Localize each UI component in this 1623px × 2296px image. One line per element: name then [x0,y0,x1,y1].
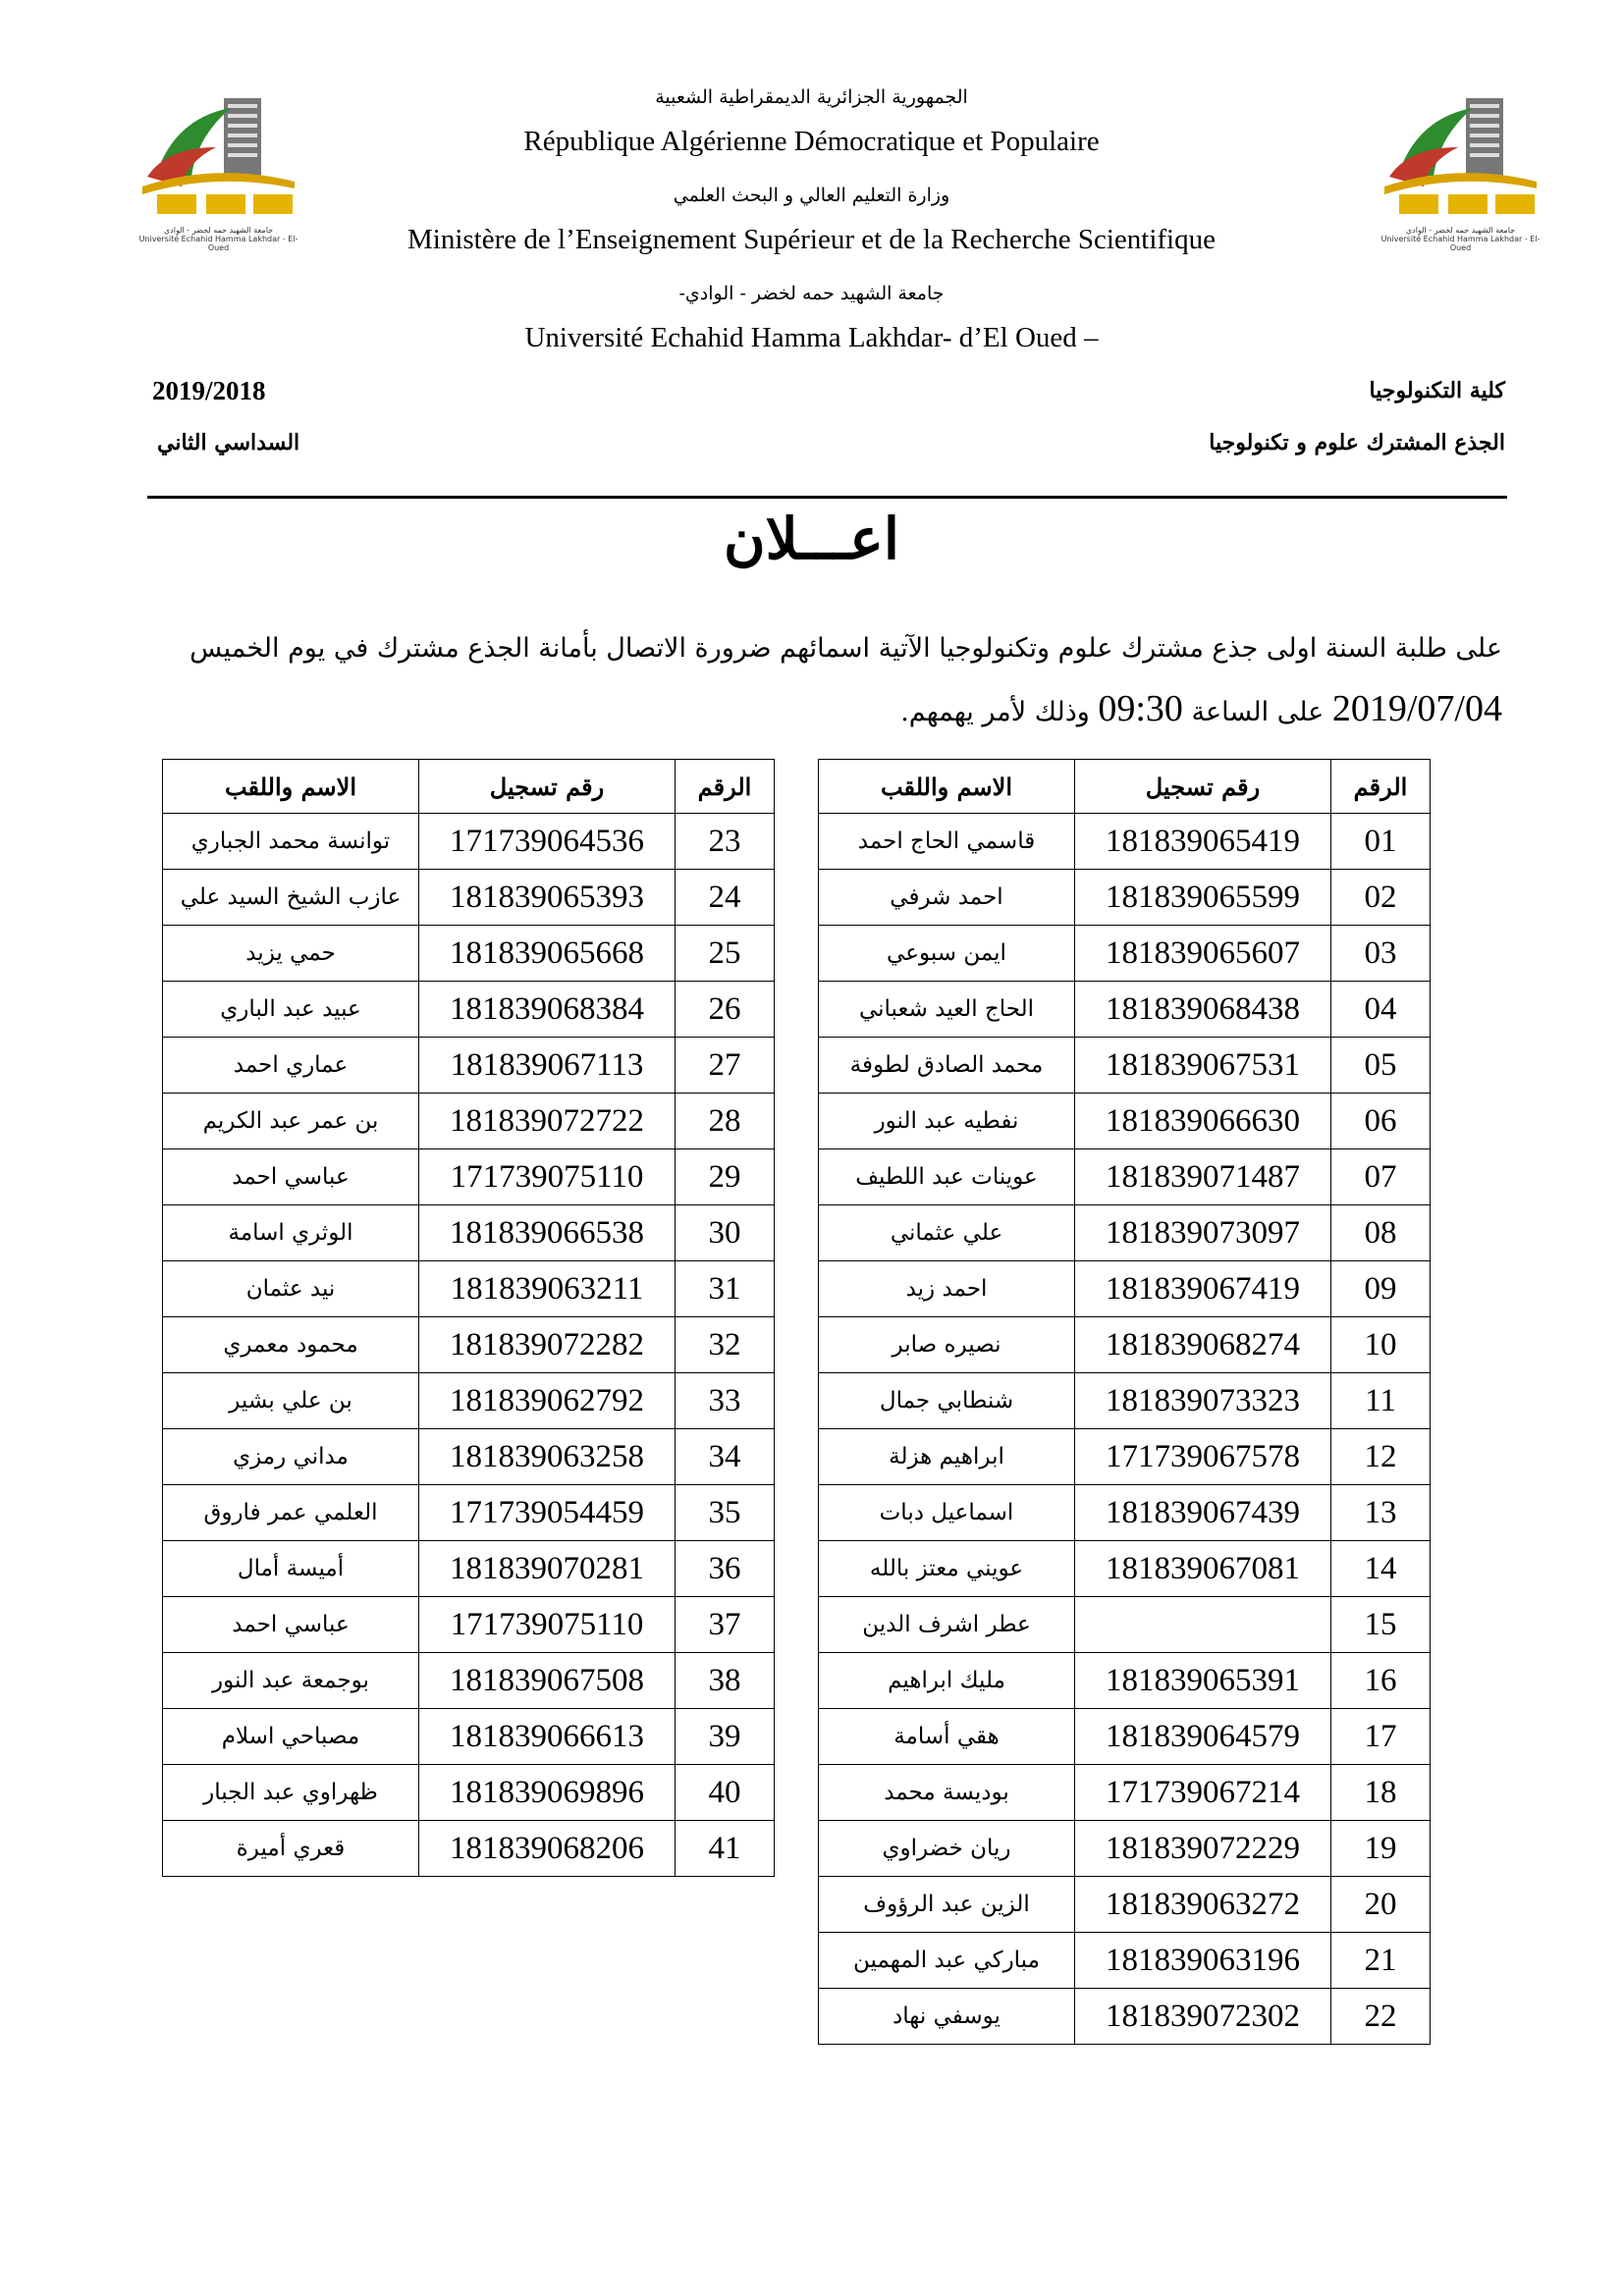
student-name: الوثري اسامة [163,1205,419,1261]
table-row [819,1094,1431,1149]
row-number: 33 [676,1373,775,1429]
row-number: 08 [1331,1205,1431,1261]
table-row [819,1821,1431,1877]
student-name: عبيد عبد الباري [163,982,419,1038]
row-number: 40 [676,1765,775,1821]
registration-number: 181839071487 [1075,1149,1331,1205]
student-name: نصيره صابر [819,1317,1075,1373]
registration-number: 181839068438 [1075,982,1331,1038]
registration-number: 181839069896 [419,1765,676,1821]
header-republic-ar: الجمهورية الجزائرية الديمقراطية الشعبية [655,86,968,108]
row-number: 23 [676,814,775,870]
student-name: بن علي بشير [163,1373,419,1429]
table-row [163,1317,775,1373]
table-row [819,1373,1431,1429]
row-number: 36 [676,1541,775,1597]
registration-number: 181839072722 [419,1094,676,1149]
table-row [163,1429,775,1485]
student-name: الحاج العيد شعباني [819,982,1075,1038]
student-name: الزين عبد الرؤوف [819,1877,1075,1933]
student-name: علي عثماني [819,1205,1075,1261]
row-number: 32 [676,1317,775,1373]
row-number: 14 [1331,1541,1431,1597]
header-university-ar: جامعة الشهيد حمه لخضر - الوادي- [678,283,945,304]
table-row [819,1317,1431,1373]
students-table-right [818,759,1431,2045]
registration-number: 181839065668 [419,926,676,982]
table-row [163,1765,775,1821]
announcement-line-1: على طلبة السنة اولى جذع مشترك علوم وتكنولوجيا الآتية اسمائهم ضرورة الاتصال بأمانة الجذع مشترك في يوم الخميس [189,633,1502,664]
registration-number: 171739075110 [419,1149,676,1205]
student-name: نفطيه عبد النور [819,1094,1075,1149]
student-name: اسماعيل دبات [819,1485,1075,1541]
registration-number: 181839066630 [1075,1094,1331,1149]
registration-number: 181839068206 [419,1821,676,1877]
row-number: 26 [676,982,775,1038]
student-name: بوديسة محمد [819,1765,1075,1821]
announcement-line-2 [128,687,1502,730]
registration-number: 171739075110 [419,1597,676,1653]
registration-number [1075,1597,1331,1653]
student-name: محمد الصادق لطوفة [819,1038,1075,1094]
registration-number: 181839065599 [1075,870,1331,926]
table-row [819,1709,1431,1765]
student-name: مداني رمزي [163,1429,419,1485]
table-row [819,1429,1431,1485]
table-header-row [819,760,1431,814]
table-row [819,814,1431,870]
row-number: 27 [676,1038,775,1094]
row-number: 02 [1331,870,1431,926]
student-name: حمي يزيد [163,926,419,982]
student-name: عوينات عبد اللطيف [819,1149,1075,1205]
registration-number: 171739054459 [419,1485,676,1541]
row-number: 20 [1331,1877,1431,1933]
table-row [819,1933,1431,1989]
row-number: 24 [676,870,775,926]
logo-caption-fr: Université Echahid Hamma Lakhdar - El-Oued [138,235,298,252]
registration-number: 181839065391 [1075,1653,1331,1709]
registration-number: 181839072302 [1075,1989,1331,2045]
row-number: 38 [676,1653,775,1709]
table-row [819,1989,1431,2045]
registration-number: 181839068274 [1075,1317,1331,1373]
registration-number: 181839064579 [1075,1709,1331,1765]
row-number: 30 [676,1205,775,1261]
table-header-row [163,760,775,814]
table-row [163,1149,775,1205]
registration-number: 181839065393 [419,870,676,926]
table-row [819,1597,1431,1653]
student-name: يوسفي نهاد [819,1989,1075,2045]
faculty-name: كلية التكنولوجيا [1369,378,1505,403]
student-name: قعري أميرة [163,1821,419,1877]
row-number: 13 [1331,1485,1431,1541]
table-row [163,1038,775,1094]
announcement-on-hour: على الساعة [1191,697,1325,727]
table-row [163,814,775,870]
logo-caption-fr: Université Echahid Hamma Lakhdar - El-Oued [1380,235,1541,252]
row-number: 34 [676,1429,775,1485]
table-row [819,1541,1431,1597]
table-row [163,1541,775,1597]
header-number: الرقم [676,760,775,814]
registration-number: 181839063211 [419,1261,676,1317]
registration-number: 181839068384 [419,982,676,1038]
table-row [163,1821,775,1877]
row-number: 01 [1331,814,1431,870]
table-row [819,1261,1431,1317]
table-row [819,1765,1431,1821]
student-name: عماري احمد [163,1038,419,1094]
logo-caption-ar: جامعة الشهيد حمه لخضر - الوادي [1405,226,1516,235]
row-number: 31 [676,1261,775,1317]
student-name: بوجمعة عبد النور [163,1653,419,1709]
row-number: 29 [676,1149,775,1205]
registration-number: 181839070281 [419,1541,676,1597]
registration-number: 181839073323 [1075,1373,1331,1429]
student-name: ريان خضراوي [819,1821,1075,1877]
students-table-left [162,759,775,1877]
table-row [163,1205,775,1261]
student-name: بن عمر عبد الكريم [163,1094,419,1149]
student-name: قاسمي الحاج احمد [819,814,1075,870]
department-name: الجذع المشترك علوم و تكنولوجيا [1209,430,1505,455]
registration-number: 171739067214 [1075,1765,1331,1821]
table-row [163,926,775,982]
table-row [819,982,1431,1038]
student-name: مليك ابراهيم [819,1653,1075,1709]
table-row [819,1877,1431,1933]
table-row [163,1261,775,1317]
announcement-date: 2019/07/04 [1331,688,1502,729]
registration-number: 181839067113 [419,1038,676,1094]
academic-year: 2019/2018 [152,376,266,405]
registration-number: 181839063272 [1075,1877,1331,1933]
student-name: مباركي عبد المهمين [819,1933,1075,1989]
student-name: هقي أسامة [819,1709,1075,1765]
registration-number: 181839067531 [1075,1038,1331,1094]
row-number: 04 [1331,982,1431,1038]
registration-number: 181839066613 [419,1709,676,1765]
registration-number: 181839066538 [419,1205,676,1261]
announcement-title: اعـــلان [724,506,899,572]
row-number: 06 [1331,1094,1431,1149]
registration-number: 181839072229 [1075,1821,1331,1877]
student-name: عويني معتز بالله [819,1541,1075,1597]
row-number: 05 [1331,1038,1431,1094]
registration-number: 181839063258 [419,1429,676,1485]
row-number: 15 [1331,1597,1431,1653]
registration-number: 181839067508 [419,1653,676,1709]
student-name: توانسة محمد الجباري [163,814,419,870]
table-row [819,1485,1431,1541]
header-registration: رقم تسجيل [1075,760,1331,814]
row-number: 10 [1331,1317,1431,1373]
table-row [819,1653,1431,1709]
student-name: عطر اشرف الدين [819,1597,1075,1653]
table-row [819,926,1431,982]
table-row [163,982,775,1038]
row-number: 18 [1331,1765,1431,1821]
student-name: مصباحي اسلام [163,1709,419,1765]
row-number: 11 [1331,1373,1431,1429]
table-row [819,1149,1431,1205]
student-name: ظهراوي عبد الجبار [163,1765,419,1821]
row-number: 25 [676,926,775,982]
table-row [163,870,775,926]
row-number: 22 [1331,1989,1431,2045]
student-name: عازب الشيخ السيد علي [163,870,419,926]
row-number: 41 [676,1821,775,1877]
student-name: محمود معمري [163,1317,419,1373]
table-row [163,1597,775,1653]
header-name: الاسم واللقب [163,760,419,814]
registration-number: 181839067081 [1075,1541,1331,1597]
student-name: عباسي احمد [163,1597,419,1653]
row-number: 28 [676,1094,775,1149]
student-name: ايمن سبوعي [819,926,1075,982]
registration-number: 181839063196 [1075,1933,1331,1989]
row-number: 35 [676,1485,775,1541]
student-name: احمد زيد [819,1261,1075,1317]
registration-number: 181839065419 [1075,814,1331,870]
student-name: أميسة أمال [163,1541,419,1597]
header-registration: رقم تسجيل [419,760,676,814]
semester: السداسي الثاني [157,430,300,455]
header-number: الرقم [1331,760,1431,814]
student-name: العلمي عمر فاروق [163,1485,419,1541]
registration-number: 171739067578 [1075,1429,1331,1485]
row-number: 21 [1331,1933,1431,1989]
table-row [819,1205,1431,1261]
header-republic-fr: République Algérienne Démocratique et Populaire [523,126,1100,157]
row-number: 39 [676,1709,775,1765]
header-university-fr: Université Echahid Hamma Lakhdar- d’El Oued – [524,322,1099,353]
row-number: 16 [1331,1653,1431,1709]
table-row [163,1373,775,1429]
row-number: 19 [1331,1821,1431,1877]
table-row [163,1094,775,1149]
header-name: الاسم واللقب [819,760,1075,814]
registration-number: 181839073097 [1075,1205,1331,1261]
row-number: 17 [1331,1709,1431,1765]
registration-number: 171739064536 [419,814,676,870]
announcement-line-2-end: وذلك لأمر يهمهم. [900,697,1090,727]
registration-number: 181839072282 [419,1317,676,1373]
table-row [819,1038,1431,1094]
table-row [819,870,1431,926]
header-ministry-fr: Ministère de l’Enseignement Supérieur et de la Recherche Scientifique [407,224,1216,255]
student-name: نيد عثمان [163,1261,419,1317]
row-number: 03 [1331,926,1431,982]
student-name: عباسي احمد [163,1149,419,1205]
registration-number: 181839062792 [419,1373,676,1429]
student-name: ابراهيم هزلة [819,1429,1075,1485]
row-number: 09 [1331,1261,1431,1317]
row-number: 37 [676,1597,775,1653]
header-divider [147,496,1507,499]
row-number: 12 [1331,1429,1431,1485]
table-row [163,1709,775,1765]
table-row [163,1485,775,1541]
student-name: احمد شرفي [819,870,1075,926]
registration-number: 181839067419 [1075,1261,1331,1317]
header-ministry-ar: وزارة التعليم العالي و البحث العلمي [673,185,950,206]
row-number: 07 [1331,1149,1431,1205]
announcement-time: 09:30 [1098,688,1183,729]
registration-number: 181839065607 [1075,926,1331,982]
student-name: شنطابي جمال [819,1373,1075,1429]
registration-number: 181839067439 [1075,1485,1331,1541]
table-row [163,1653,775,1709]
logo-caption-ar: جامعة الشهيد حمه لخضر - الوادي [163,226,274,235]
